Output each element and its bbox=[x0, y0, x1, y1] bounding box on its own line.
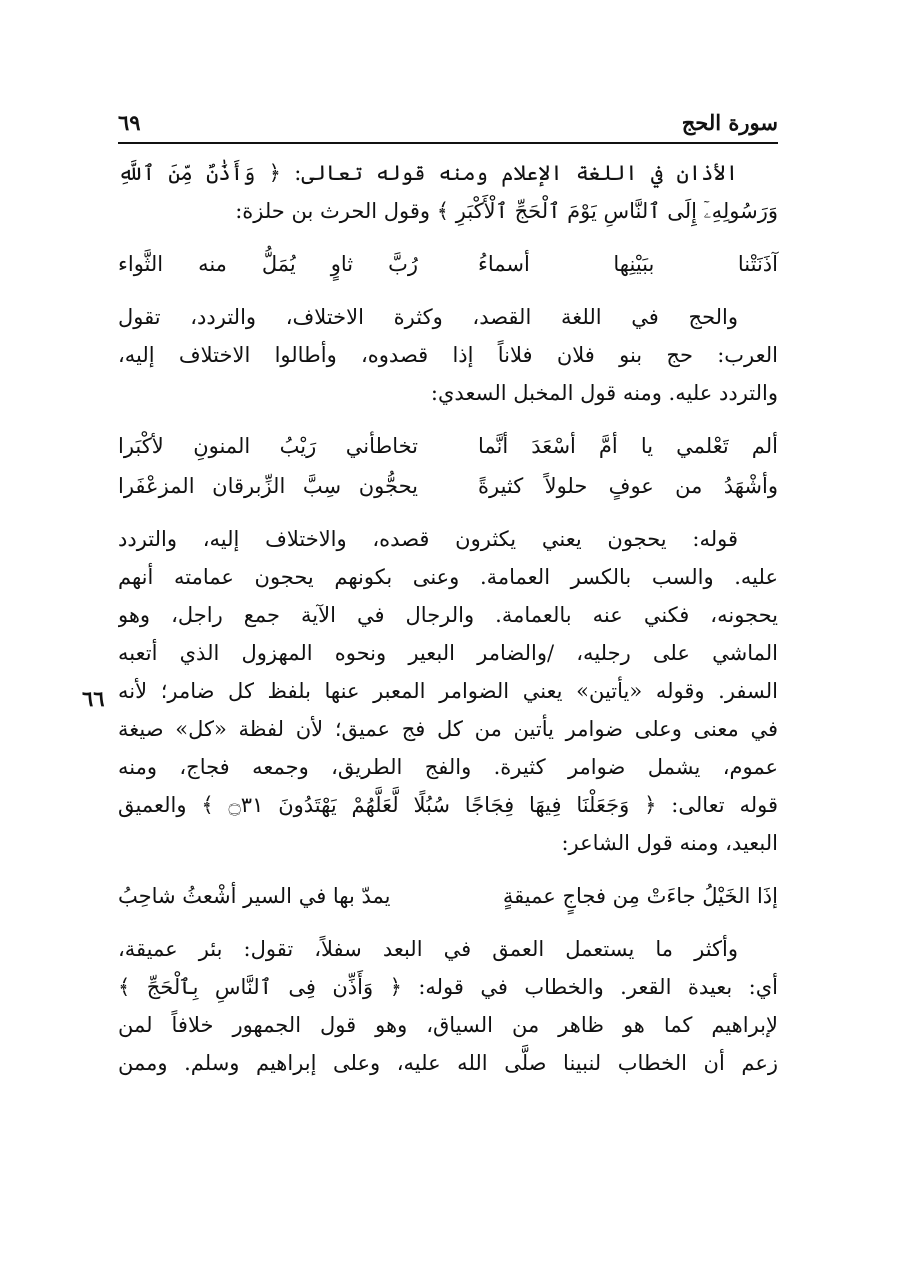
paragraph-commentary bbox=[118, 520, 778, 862]
verse-first-hemistich: إذَا الخَيْلُ جاءَتْ مِن فجاجٍ عميقةٍ bbox=[502, 884, 778, 908]
text-line: البعيد، ومنه قول الشاعر: bbox=[561, 831, 778, 855]
margin-page-number: ٦٦ bbox=[82, 686, 105, 711]
verse-first-hemistich: ألم تَعْلمي يا أمَّ أسْعَدَ أنَّما bbox=[478, 434, 778, 458]
verse-first-hemistich: آذَنَتْنا ببَيْنِها أسماءُ bbox=[478, 252, 778, 276]
verse-first-hemistich: وأشْهَدُ من عوفٍ حلولاً كثيرةً bbox=[478, 474, 778, 498]
verse-second-hemistich: يمدّ بها في السير أشْعثُ شاحِبُ bbox=[118, 884, 391, 908]
text-line: العرب: حج بنو فلان فلاناً إذا قصدوه، وأطالوا الاختلاف إليه، bbox=[118, 343, 778, 367]
text-line: السفر. وقوله «يأتين» يعني الضوامر المعبر عنها بلفظ كل ضامر؛ لأنه bbox=[118, 679, 778, 703]
text-line: عموم، يشمل ضوامر كثيرة. والفج الطريق، وجمعه فجاج، ومنه bbox=[118, 755, 778, 779]
poem-verse bbox=[118, 244, 778, 284]
text-line: قوله: يحجون يعني يكثرون قصده، والاختلاف إليه، والتردد bbox=[118, 527, 738, 551]
text-line: قوله تعالى: ﴿ وَجَعَلْنَا فِيهَا فِجَاجًا سُبُلًا لَّعَلَّهُمْ يَهْتَدُونَ ۝٣١ ﴾ والعميق bbox=[118, 793, 778, 817]
text-line: الأذان في اللغة الإعلام ومنه قوله تعالى: ﴿ وَأَذَٰنٌ مِّنَ ٱللَّهِ bbox=[118, 161, 738, 185]
verse-second-hemistich: رُبَّ ثاوٍ يُمَلُّ منه الثَّواء bbox=[118, 252, 418, 276]
verse-second-hemistich: يحجُّون سِبَّ الزِّبرقان المزعْفَرا bbox=[118, 474, 418, 498]
text-line: وَرَسُولِهِۦٓ إِلَى ٱلنَّاسِ يَوْمَ ٱلْحَجِّ ٱلْأَكْبَرِ ﴾ وقول الحرث بن حلزة: bbox=[235, 199, 778, 223]
paragraph-adhan bbox=[118, 154, 778, 230]
poem-verse bbox=[118, 466, 778, 506]
text-line: عليه. والسب بالكسر العمامة. وعنى بكونهم يحجون عمامته أنهم bbox=[118, 565, 778, 589]
surah-title: سورة الحج bbox=[681, 110, 778, 135]
text-line: لإبراهيم كما هو ظاهر من السياق، وهو قول الجمهور خلافاً لمن bbox=[118, 1013, 778, 1037]
text-line: الماشي على رجليه، /والضامر البعير ونحوه المهزول الذي أتعبه bbox=[118, 641, 778, 665]
text-line: في معنى وعلى ضوامر يأتين من كل فج عميق؛ لأن لفظة «كل» صيغة bbox=[118, 717, 778, 741]
poem-verse bbox=[118, 876, 778, 916]
text-line: والحج في اللغة القصد، وكثرة الاختلاف، والتردد، تقول bbox=[118, 305, 738, 329]
text-line: يحجونه، فكني عنه بالعمامة. والرجال في الآية جمع راجل، وهو bbox=[118, 603, 778, 627]
text-line: أي: بعيدة القعر. والخطاب في قوله: ﴿ وَأَذِّن فِى ٱلنَّاسِ بِٱلْحَجِّ ﴾ bbox=[118, 975, 778, 999]
page-number: ٦٩ bbox=[118, 110, 141, 135]
text-line: زعم أن الخطاب لنبينا صلَّى الله عليه، وعلى إبراهيم وسلم. وممن bbox=[118, 1051, 778, 1075]
text-line: وأكثر ما يستعمل العمق في البعد سفلاً، تقول: بئر عميقة، bbox=[118, 937, 738, 961]
book-page bbox=[118, 108, 778, 1082]
paragraph-hajj bbox=[118, 298, 778, 412]
paragraph-depth bbox=[118, 930, 778, 1082]
page-header bbox=[118, 108, 778, 144]
poem-verse bbox=[118, 426, 778, 466]
text-line: والتردد عليه. ومنه قول المخبل السعدي: bbox=[430, 381, 778, 405]
verse-second-hemistich: تخاطأني رَيْبُ المنونِ لأكْبَرا bbox=[118, 434, 418, 458]
